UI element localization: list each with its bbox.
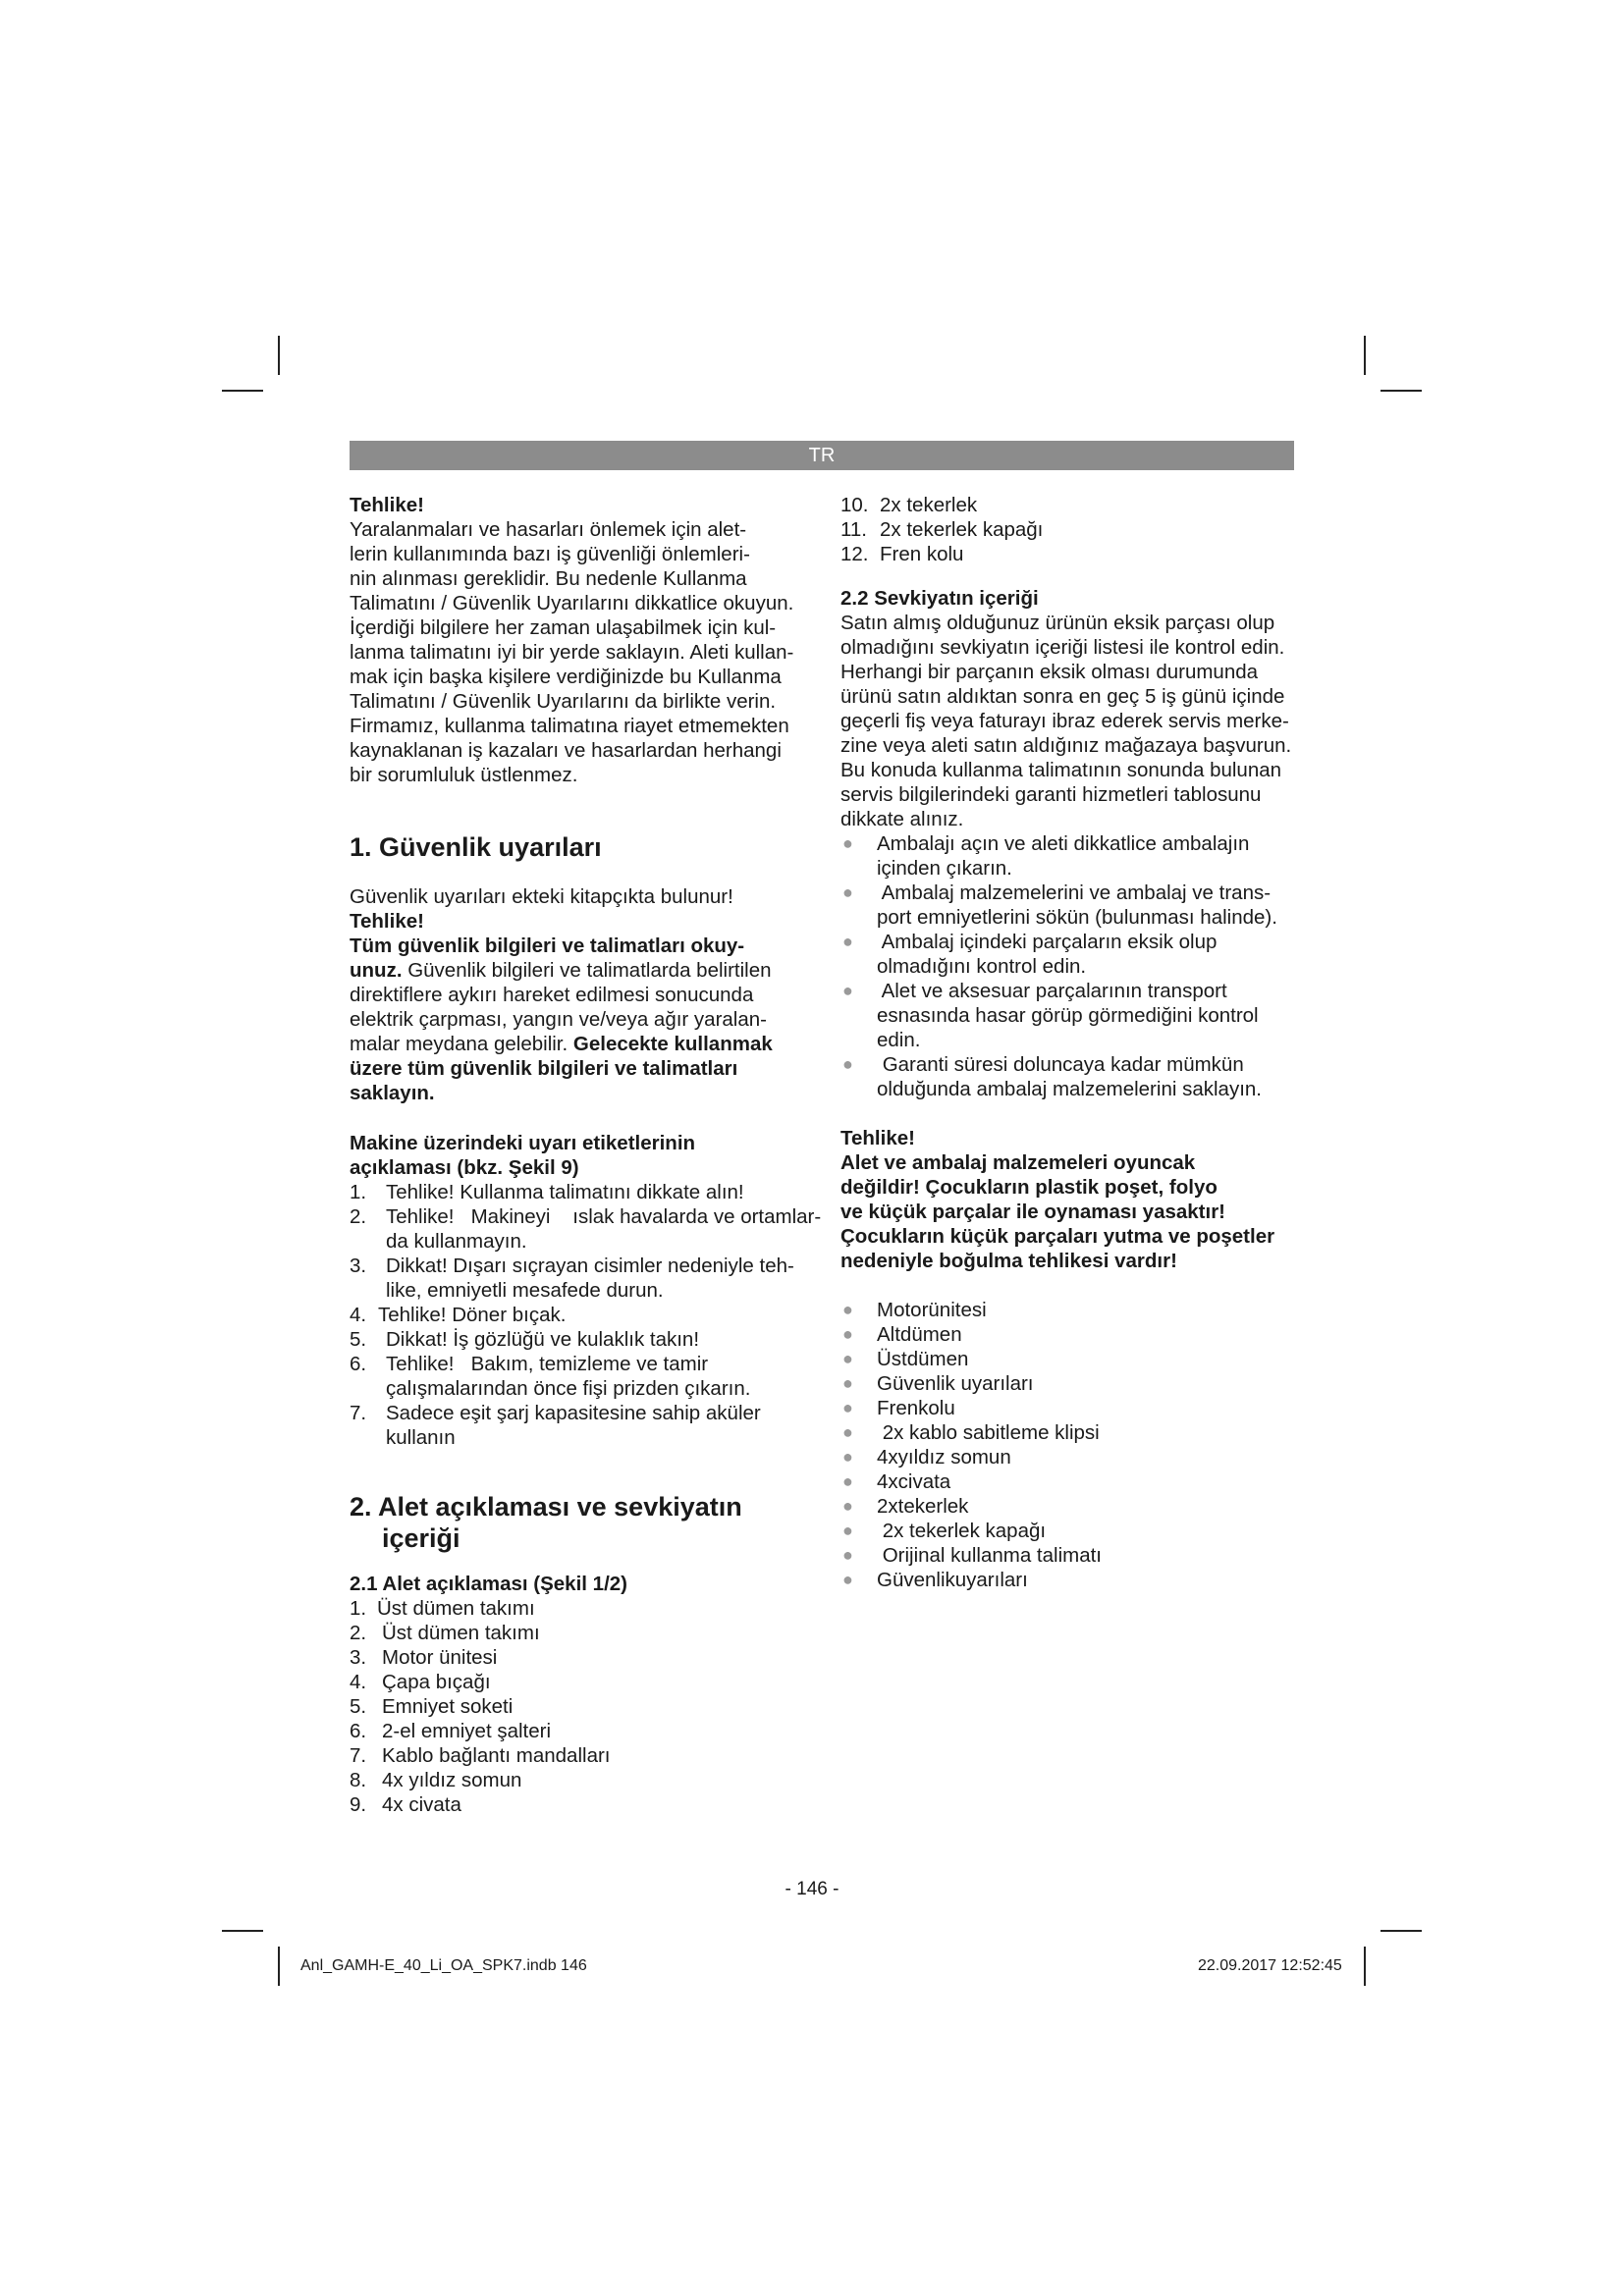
text-line: dikkate alınız. <box>840 808 964 830</box>
delivery-contents-paragraph <box>840 611 1294 831</box>
bold-text: Gelecekte kullanmak <box>572 1033 773 1055</box>
item-number: 9. <box>350 1793 367 1816</box>
list-item <box>840 1052 1294 1101</box>
page-number: - 146 - <box>785 1879 839 1899</box>
item-text: Dikkat! İş gözlüğü ve kulaklık takın! <box>386 1328 700 1351</box>
text-line: kaynaklanan iş kazaları ve hasarlardan herhangi <box>350 739 782 762</box>
list-item <box>840 979 1294 1052</box>
item-text: Ambalajı açın ve aleti dikkatlice ambalajın <box>877 832 1250 855</box>
item-text: Üst dümen takımı <box>377 1597 535 1620</box>
item-number: 6. <box>350 1720 367 1742</box>
text-line: Çocukların küçük parçaları yutma ve poşetler <box>840 1225 1275 1248</box>
bullet-icon: ● <box>842 981 853 1000</box>
text-line: Herhangi bir parçanın eksik olması durumunda <box>840 661 1259 683</box>
item-text: port emniyetlerini sökün (bulunması halinde). <box>877 906 1277 929</box>
list-item <box>840 542 1294 566</box>
crop-mark <box>1380 390 1422 392</box>
item-text: Çapa bıçağı <box>382 1671 491 1693</box>
list-item <box>840 1420 1294 1445</box>
item-text: 4xcivata <box>877 1470 951 1493</box>
bullet-icon: ● <box>842 1471 853 1491</box>
item-text: Frenkolu <box>877 1397 955 1419</box>
item-number: 4. <box>350 1304 367 1326</box>
section-2-heading-2: içeriği <box>382 1523 460 1553</box>
item-text: Ambalaj malzemelerini ve ambalaj ve trans- <box>877 881 1272 904</box>
item-text: 4xyıldız somun <box>877 1446 1011 1468</box>
item-text: 2x kablo sabitleme klipsi <box>877 1421 1100 1444</box>
bullet-icon: ● <box>842 1422 853 1442</box>
list-item <box>350 1327 811 1352</box>
bullet-icon: ● <box>842 1324 853 1344</box>
list-item <box>840 1396 1294 1420</box>
language-header-bar: TR <box>350 441 1294 470</box>
item-text: 2-el emniyet şalteri <box>382 1720 552 1742</box>
labels-heading-2: açıklaması (bkz. Şekil 9) <box>350 1156 579 1179</box>
list-item <box>350 1694 811 1719</box>
item-text: kullanın <box>386 1426 456 1449</box>
bullet-icon: ● <box>842 932 853 951</box>
item-text: Tehlike! Kullanma talimatını dikkate alın! <box>386 1181 744 1203</box>
crop-mark <box>278 1947 280 1986</box>
item-text: Güvenlikuyarıları <box>877 1569 1028 1591</box>
text-line: mak için başka kişilere verdiğinizde bu Kullanma <box>350 666 782 688</box>
list-item <box>350 1719 811 1743</box>
text-line: Yaralanmaları ve hasarları önlemek için alet- <box>350 518 747 541</box>
danger-paragraph <box>840 1150 1294 1273</box>
list-item <box>350 1645 811 1670</box>
item-text: Tehlike! Bakım, temizleme ve tamir <box>386 1353 709 1375</box>
right-column <box>840 493 1294 1592</box>
list-item <box>840 1445 1294 1469</box>
text-line: Firmamız, kullanma talimatına riayet etmemekten <box>350 715 789 737</box>
text-line: ve küçük parçalar ile oynaması yasaktır! <box>840 1201 1226 1223</box>
item-number: 1. <box>350 1597 367 1620</box>
list-item <box>840 1469 1294 1494</box>
item-number: 7. <box>350 1402 367 1424</box>
text-line: Bu konuda kullanma talimatının sonunda bulunan <box>840 759 1282 781</box>
item-text: Tehlike! Makineyi ıslak havalarda ve ortamlar- <box>386 1205 822 1228</box>
bullet-icon: ● <box>842 833 853 853</box>
list-item <box>350 1743 811 1768</box>
item-text: Sadece eşit şarj kapasitesine sahip aküler <box>386 1402 761 1424</box>
item-text: edin. <box>877 1029 921 1051</box>
item-text: içinden çıkarın. <box>877 857 1012 880</box>
list-item <box>840 1494 1294 1519</box>
bullet-icon: ● <box>842 1054 853 1074</box>
item-number: 3. <box>350 1646 367 1669</box>
item-text: Fren kolu <box>880 543 964 565</box>
list-item <box>840 881 1294 930</box>
item-number: 2. <box>350 1622 367 1644</box>
text-line: zine veya aleti satın aldığınız mağazaya başvurun. <box>840 734 1292 757</box>
crop-mark <box>1364 1947 1366 1986</box>
text-line: nedeniyle boğulma tehlikesi vardır! <box>840 1250 1177 1272</box>
item-number: 11. <box>840 518 867 541</box>
list-item <box>350 1204 822 1254</box>
item-number: 7. <box>350 1744 367 1767</box>
list-item <box>840 831 1294 881</box>
list-item <box>350 1352 811 1401</box>
unpacking-steps-list <box>840 831 1294 1101</box>
item-number: 4. <box>350 1671 367 1693</box>
item-text: Orijinal kullanma talimatı <box>877 1544 1102 1567</box>
item-text: esnasında hasar görüp görmediğini kontrol <box>877 1004 1259 1027</box>
list-item <box>350 1180 811 1204</box>
crop-mark <box>222 1930 263 1932</box>
item-text: Dikkat! Dışarı sıçrayan cisimler nedeniyle teh- <box>386 1255 794 1277</box>
text-line: lanma talimatını iyi bir yerde saklayın. Aleti kullan- <box>350 641 794 664</box>
list-item <box>350 1621 811 1645</box>
item-number: 6. <box>350 1353 367 1375</box>
list-item <box>350 1596 811 1621</box>
text-line: değildir! Çocukların plastik poşet, folyo <box>840 1176 1218 1199</box>
bullet-icon: ● <box>842 1300 853 1319</box>
footer-timestamp: 22.09.2017 12:52:45 <box>1198 1957 1342 1974</box>
list-item <box>840 517 1294 542</box>
text-line: nin alınması gereklidir. Bu nedenle Kullanma <box>350 567 747 590</box>
item-text: Tehlike! Döner bıçak. <box>378 1304 567 1326</box>
list-item <box>840 930 1294 979</box>
list-item <box>350 1768 811 1792</box>
warning-labels-list <box>350 1180 822 1450</box>
footer-filename: Anl_GAMH-E_40_Li_OA_SPK7.indb 146 <box>300 1957 587 1974</box>
bullet-icon: ● <box>842 882 853 902</box>
subsection-2-1-heading: 2.1 Alet açıklaması (Şekil 1/2) <box>350 1573 627 1595</box>
bullet-icon: ● <box>842 1447 853 1467</box>
item-text: Güvenlik uyarıları <box>877 1372 1034 1395</box>
section-1-warning-label: Tehlike! <box>350 910 424 933</box>
item-number: 10. <box>840 494 869 516</box>
item-text: Garanti süresi doluncaya kadar mümkün <box>877 1053 1244 1076</box>
text-line: saklayın. <box>350 1082 435 1104</box>
text-line: olmadığını sevkiyatın içeriği listesi ile kontrol edin. <box>840 636 1285 659</box>
item-text: Emniyet soketi <box>382 1695 514 1718</box>
list-item <box>840 493 1294 517</box>
list-item <box>840 1371 1294 1396</box>
item-text: 4x civata <box>382 1793 461 1816</box>
labels-heading: Makine üzerindeki uyarı etiketlerinin <box>350 1132 696 1154</box>
item-text: olduğunda ambalaj malzemelerini saklayın. <box>877 1078 1262 1100</box>
text-line: Talimatını / Güvenlik Uyarılarını da birlikte verin. <box>350 690 777 713</box>
item-text: çalışmalarından önce fişi prizden çıkarın. <box>386 1377 751 1400</box>
warning-paragraph <box>350 517 811 787</box>
list-item <box>840 1322 1294 1347</box>
text-line: lerin kullanımında bazı iş güvenliği önlemleri- <box>350 543 750 565</box>
item-text: 2x tekerlek <box>880 494 978 516</box>
item-number: 3. <box>350 1255 367 1277</box>
crop-mark <box>278 336 280 375</box>
list-item <box>350 1792 811 1817</box>
item-text: Alet ve aksesuar parçalarının transport <box>877 980 1227 1002</box>
text-line: Tüm güvenlik bilgileri ve talimatları okuy- <box>350 934 745 957</box>
item-number: 2. <box>350 1205 367 1228</box>
text-line: Talimatını / Güvenlik Uyarılarını dikkatlice okuyun. <box>350 592 794 614</box>
warning-title: Tehlike! <box>350 494 424 516</box>
parts-list <box>350 1596 811 1817</box>
subsection-2-2-heading: 2.2 Sevkiyatın içeriği <box>840 587 1039 610</box>
bold-text: unuz. <box>350 959 403 982</box>
item-number: 1. <box>350 1181 367 1203</box>
text-line <box>350 958 811 983</box>
item-text: Motorünitesi <box>877 1299 987 1321</box>
text-line: Satın almış olduğunuz ürünün eksik parçası olup <box>840 612 1275 634</box>
section-1-safety-paragraph <box>350 934 811 1105</box>
text-line: direktiflere aykırı hareket edilmesi sonucunda <box>350 984 754 1006</box>
text-line: geçerli fiş veya faturayı ibraz ederek servis merke- <box>840 710 1289 732</box>
crop-mark <box>1380 1930 1422 1932</box>
bullet-icon: ● <box>842 1570 853 1589</box>
danger-title: Tehlike! <box>840 1127 915 1149</box>
text: malar meydana gelebilir. <box>350 1033 573 1055</box>
list-item <box>840 1543 1294 1568</box>
text: Güvenlik bilgileri ve talimatlarda belirtilen <box>402 959 772 982</box>
bullet-icon: ● <box>842 1496 853 1516</box>
item-text: olmadığını kontrol edin. <box>877 955 1087 978</box>
left-column <box>350 493 822 1817</box>
text-line: İçerdiği bilgilere her zaman ulaşabilmek için kul- <box>350 616 777 639</box>
item-text: Üstdümen <box>877 1348 969 1370</box>
item-number: 5. <box>350 1328 367 1351</box>
crop-mark <box>222 390 263 392</box>
item-number: 5. <box>350 1695 367 1718</box>
list-item <box>840 1519 1294 1543</box>
item-text: Altdümen <box>877 1323 962 1346</box>
item-text: like, emniyetli mesafede durun. <box>386 1279 664 1302</box>
list-item <box>840 1568 1294 1592</box>
crop-mark <box>1364 336 1366 375</box>
list-item <box>350 1401 811 1450</box>
text-line: ürünü satın aldıktan sonra en geç 5 iş günü içinde <box>840 685 1285 708</box>
bullet-icon: ● <box>842 1521 853 1540</box>
text-line: elektrik çarpması, yangın ve/veya ağır yaralan- <box>350 1008 767 1031</box>
bullet-icon: ● <box>842 1349 853 1368</box>
bullet-icon: ● <box>842 1545 853 1565</box>
parts-list-continued <box>840 493 1294 566</box>
item-text: Kablo bağlantı mandalları <box>382 1744 611 1767</box>
item-text: Üst dümen takımı <box>382 1622 540 1644</box>
text-line: üzere tüm güvenlik bilgileri ve talimatları <box>350 1057 738 1080</box>
section-1-heading: 1. Güvenlik uyarıları <box>350 832 602 862</box>
bullet-icon: ● <box>842 1398 853 1417</box>
item-text: 2x tekerlek kapağı <box>877 1520 1047 1542</box>
list-item <box>350 1303 811 1327</box>
text-line <box>350 1032 811 1056</box>
bullet-icon: ● <box>842 1373 853 1393</box>
item-number: 8. <box>350 1769 367 1791</box>
delivery-contents-list <box>840 1298 1294 1592</box>
item-text: Motor ünitesi <box>382 1646 498 1669</box>
item-number: 12. <box>840 543 869 565</box>
text-line: servis bilgilerindeki garanti hizmetleri tablosunu <box>840 783 1262 806</box>
list-item <box>840 1298 1294 1322</box>
list-item <box>840 1347 1294 1371</box>
item-text: 4x yıldız somun <box>382 1769 522 1791</box>
text-line: bir sorumluluk üstlenmez. <box>350 764 578 786</box>
list-item <box>350 1254 811 1303</box>
section-1-intro: Güvenlik uyarıları ekteki kitapçıkta bulunur! <box>350 885 733 908</box>
item-text: Ambalaj içindeki parçaların eksik olup <box>877 931 1218 953</box>
item-text: da kullanmayın. <box>386 1230 527 1253</box>
item-text: 2x tekerlek kapağı <box>880 518 1044 541</box>
section-2-heading: 2. Alet açıklaması ve sevkiyatın <box>350 1492 742 1522</box>
text-line: Alet ve ambalaj malzemeleri oyuncak <box>840 1151 1196 1174</box>
list-item <box>350 1670 811 1694</box>
item-text: 2xtekerlek <box>877 1495 969 1518</box>
